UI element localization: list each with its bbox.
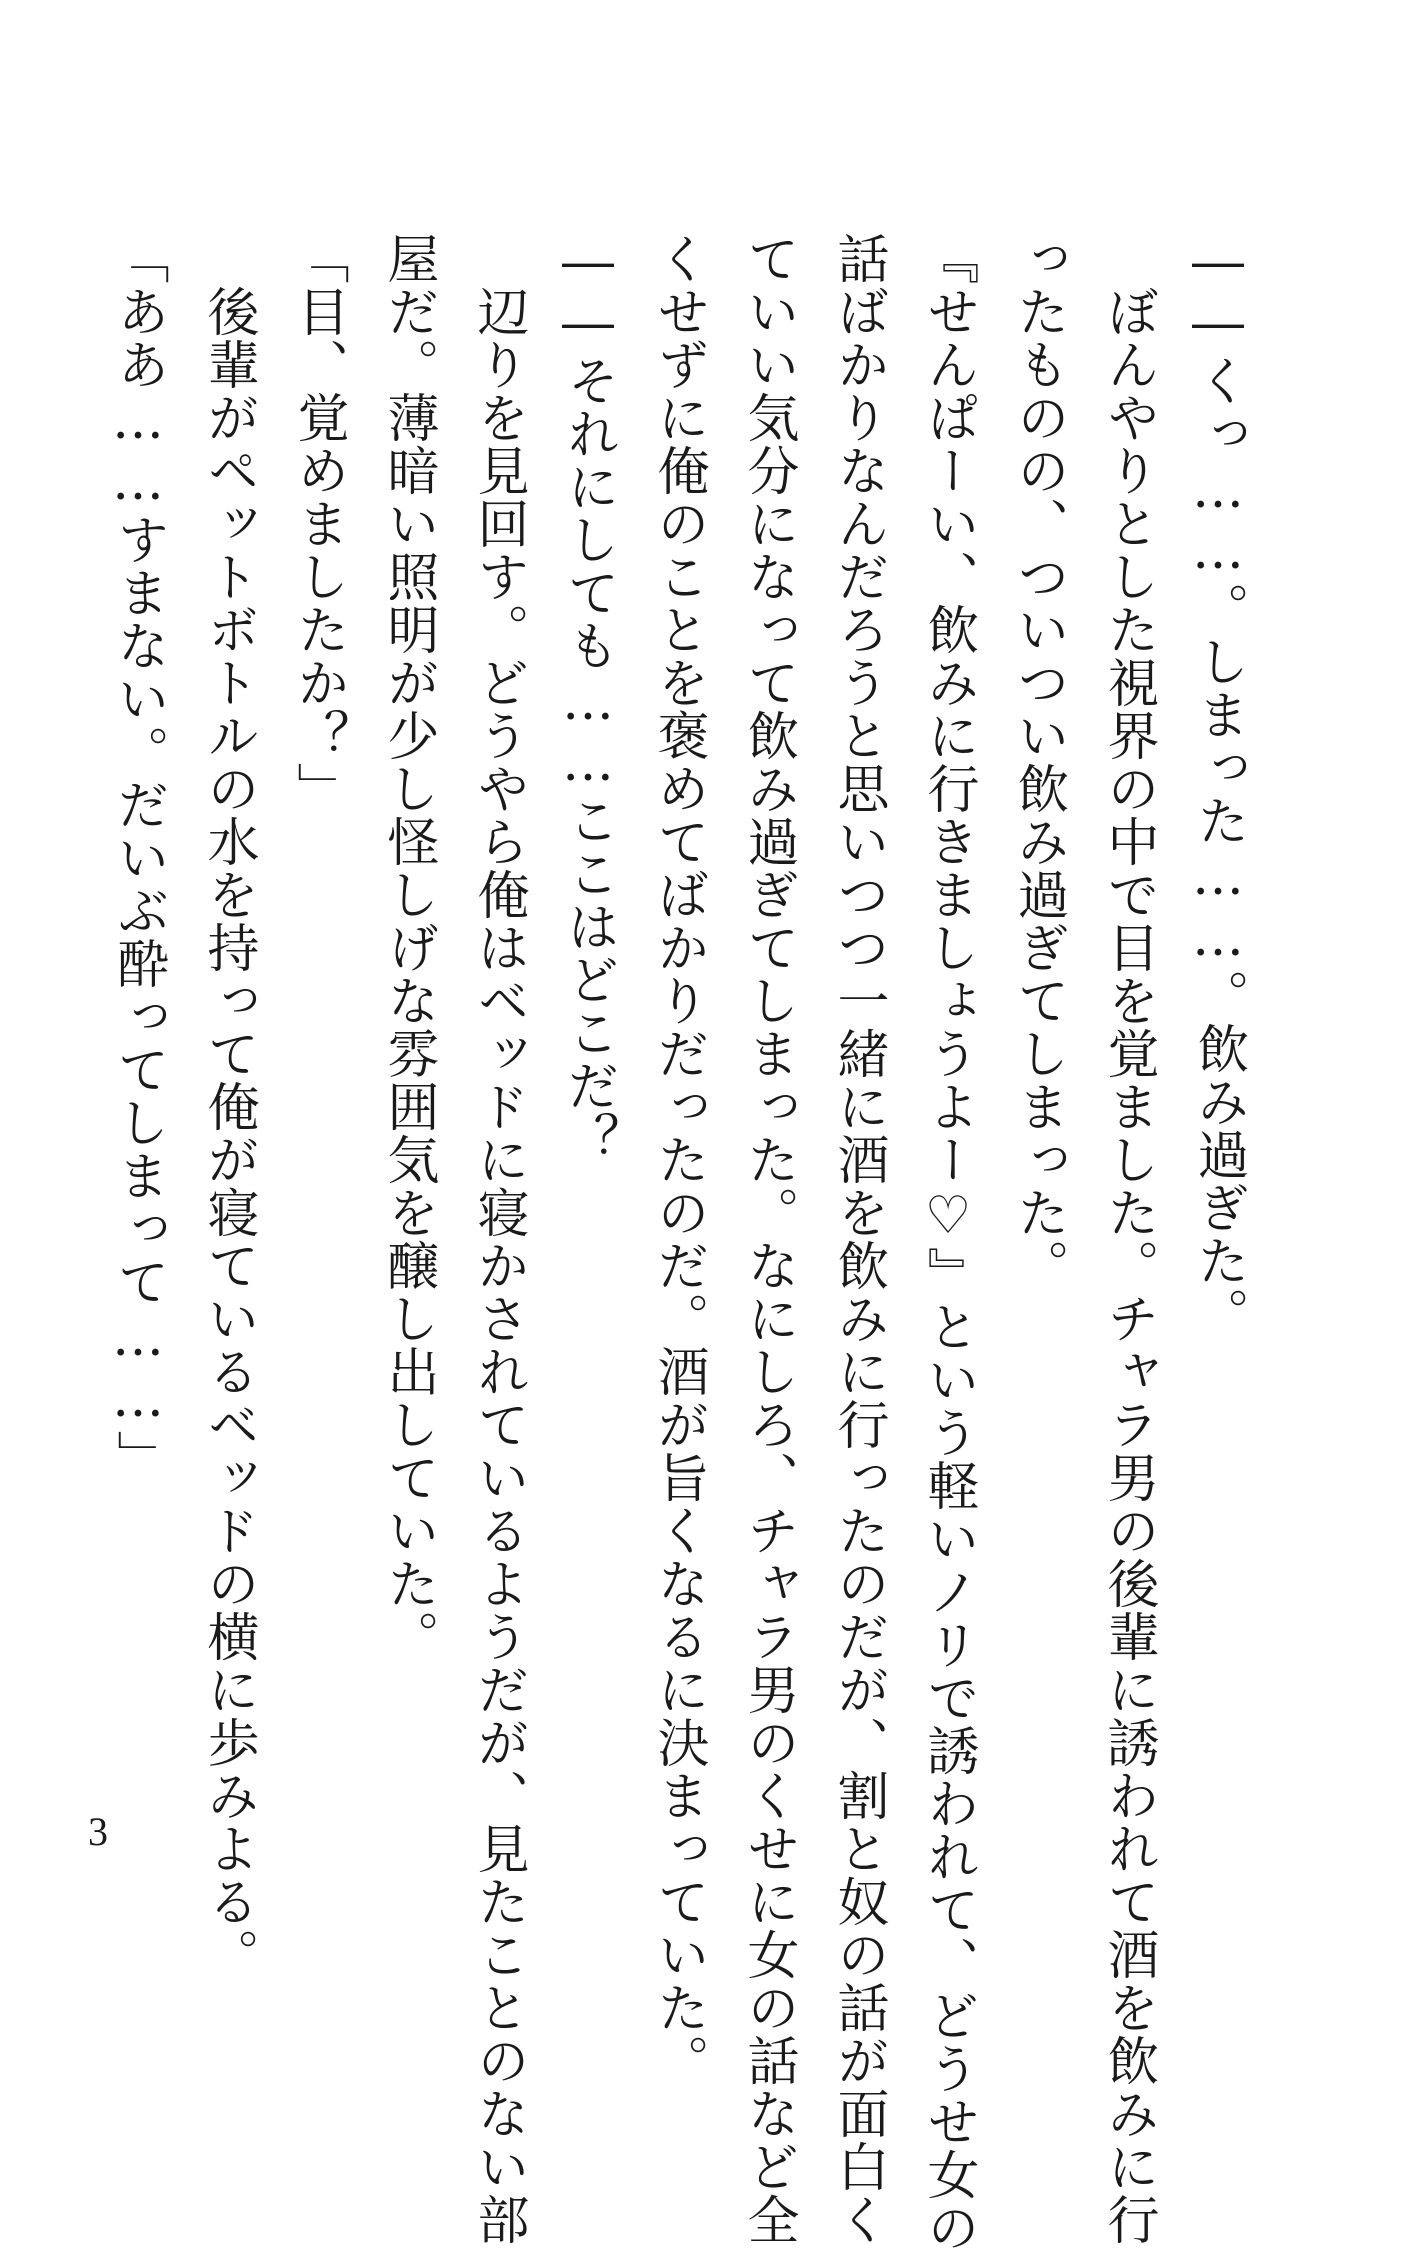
text-line-9: 辺りを見回す。どうやら俺はベッドに寝かされているようだが、見たことのない部 [468,232,528,2246]
text-line-1: ――くっ……。しまった……。飲み過ぎた。 [1188,232,1248,1340]
page-number: 3 [88,1809,108,1854]
text-line-11: 「目、覚めましたか？」 [288,232,348,815]
text-line-2: ぼんやりとした視界の中で目を覚ました。チャラ男の後輩に誘われて酒を飲みに行 [1098,232,1158,2246]
text-line-7: くせずに俺のことを褒めてばかりだったのだ。酒が旨くなるに決まっていた。 [648,232,708,2087]
text-line-4: 『せんぱーい、飲みに行きましょうよー♡』という軽いノリで誘われて、どうせ女の [918,232,978,2254]
text-line-5: 話ばかりなんだろうと思いつつ一緒に酒を飲みに行ったのだが、割と奴の話が面白く [828,232,888,2246]
text-line-6: ていい気分になって飲み過ぎてしまった。なにしろ、チャラ男のくせに女の話など全 [738,232,798,2246]
text-line-10: 屋だ。薄暗い照明が少し怪しげな雰囲気を醸し出していた。 [378,232,438,1663]
text-line-8: ――それにしても……ここはどこだ？ [558,232,618,1165]
vertical-text-body [93,232,1263,2254]
text-line-12: 後輩がペットボトルの水を持って俺が寝ているベッドの横に歩みよる。 [198,232,258,1981]
text-line-3: ったものの、ついつい飲み過ぎてしまった。 [1008,232,1068,1292]
text-line-13: 「ああ……すまない。だいぶ酔ってしまって……」 [108,232,168,1483]
